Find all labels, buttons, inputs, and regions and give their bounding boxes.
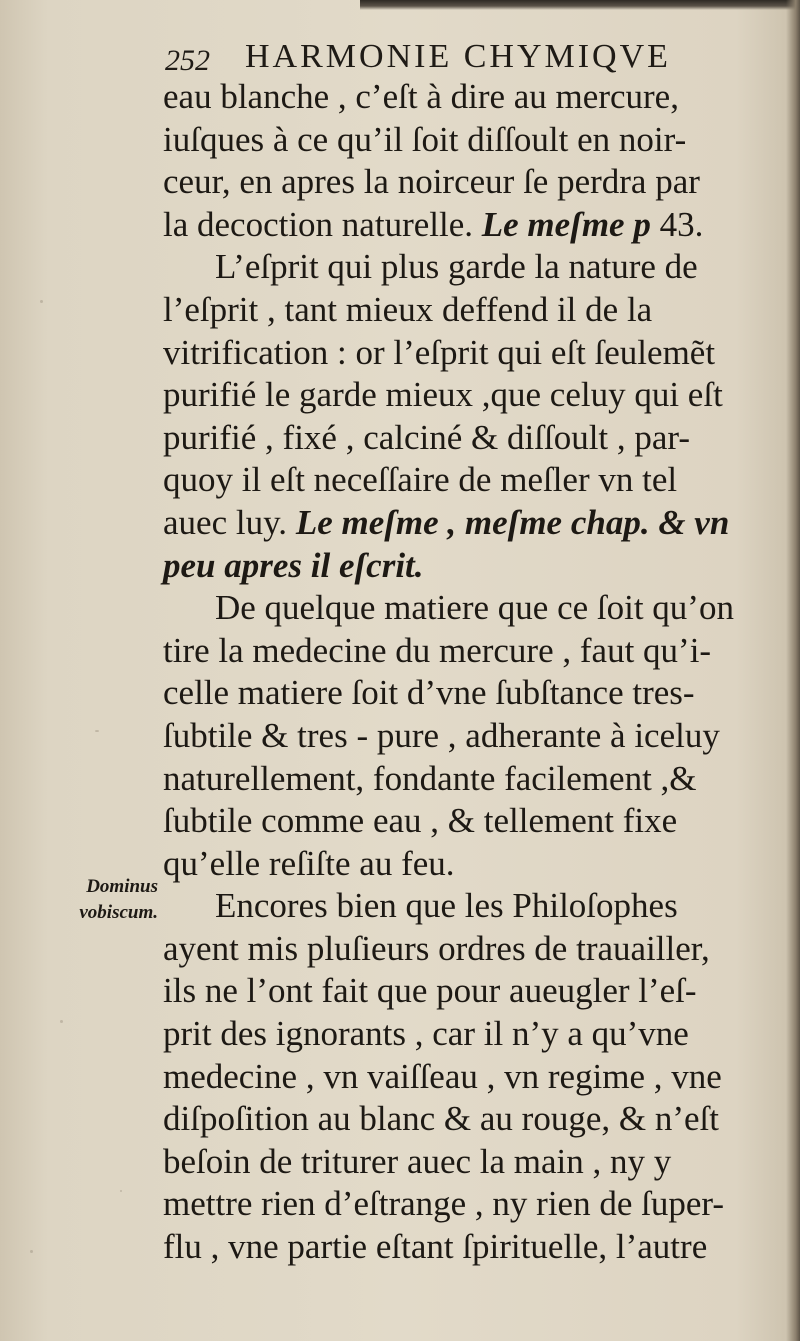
text-line-roman: diſpoſition au blanc & au rouge, & n’eſt <box>163 1099 719 1139</box>
text-line <box>163 332 773 375</box>
text-line-roman: mettre rien d’eſtrange , ny rien de ſuper- <box>163 1184 724 1224</box>
text-line-roman: De quelque matiere que ce ſoit qu’on <box>215 588 734 628</box>
text-line <box>163 885 773 928</box>
text-line-italic-reference: peu apres il eſcrit. <box>163 545 424 585</box>
text-line-roman: auec luy. <box>163 502 296 542</box>
text-line <box>163 246 773 289</box>
paper-speck <box>120 1190 122 1192</box>
text-line-roman: celle matiere ſoit d’vne ſubſtance tres- <box>163 673 695 713</box>
text-line <box>163 289 773 332</box>
paper-speck <box>60 1020 63 1023</box>
text-line <box>163 630 773 673</box>
text-line-roman: purifié le garde mieux ,que celuy qui eſt <box>163 375 723 415</box>
text-line <box>163 1183 773 1226</box>
text-line <box>163 758 773 801</box>
text-line <box>163 204 773 247</box>
text-line-roman: ayent mis pluſieurs ordres de trauailler, <box>163 928 710 968</box>
text-line <box>163 161 773 204</box>
text-line-roman: ſubtile comme eau , & tellement fixe <box>163 801 678 841</box>
running-title: HARMONIE CHYMIQVE <box>245 38 671 75</box>
text-line <box>163 459 773 502</box>
text-line-roman: vitrification : or l’eſprit qui eſt ſeulemẽt <box>163 332 716 372</box>
text-line <box>163 76 773 119</box>
text-line-roman: purifié , fixé , calciné & diſſoult , par- <box>163 417 691 457</box>
margin-note <box>8 874 158 926</box>
paper-speck <box>95 730 99 732</box>
text-line-roman: l’eſprit , tant mieux deffend il de la <box>163 289 653 329</box>
text-line <box>163 1141 773 1184</box>
text-line-roman: naturellement, fondante facilement ,& <box>163 758 697 798</box>
text-line-roman: tire la medecine du mercure , faut qu’i- <box>163 630 712 670</box>
text-line-roman: ſubtile & tres - pure , adherante à iceluy <box>163 715 720 755</box>
body-text <box>163 76 773 1269</box>
text-line-roman: beſoin de triturer auec la main , ny y <box>163 1141 672 1181</box>
text-line-roman: iuſques à ce qu’il ſoit diſſoult en noir- <box>163 119 687 159</box>
text-line-page-ref: 43. <box>650 204 704 244</box>
text-line-roman: prit des ignorants , car il n’y a qu’vne <box>163 1014 689 1054</box>
paper-speck <box>40 300 43 303</box>
text-line-roman: ils ne l’ont fait que pour aueugler l’eſ- <box>163 971 697 1011</box>
text-line-roman: ceur, en apres la noirceur ſe perdra par <box>163 162 700 202</box>
text-line-italic-reference: Le meſme p <box>481 204 651 244</box>
text-line <box>163 970 773 1013</box>
text-line <box>163 1056 773 1099</box>
text-line <box>163 1013 773 1056</box>
text-line-roman: flu , vne partie eſtant ſpirituelle, l’autre <box>163 1227 708 1267</box>
text-line <box>163 672 773 715</box>
text-line <box>163 843 773 886</box>
text-line-roman: medecine , vn vaiſſeau , vn regime , vne <box>163 1056 722 1096</box>
page-top-shadow <box>360 0 800 10</box>
text-line <box>163 587 773 630</box>
text-line-roman: la decoction naturelle. <box>163 204 482 244</box>
text-line-roman: Encores bien que les Philoſophes <box>215 886 678 926</box>
text-line <box>163 119 773 162</box>
text-line <box>163 800 773 843</box>
text-line-roman: eau blanche , c’eſt à dire au mercure, <box>163 77 679 116</box>
text-line-roman: quoy il eſt neceſſaire de meſler vn tel <box>163 460 678 500</box>
text-line-roman: qu’elle reſiſte au feu. <box>163 843 455 883</box>
paper-speck <box>30 1250 33 1253</box>
text-line-italic-reference: Le meſme , meſme chap. & vn <box>295 502 730 542</box>
text-line <box>163 545 773 588</box>
text-line <box>163 374 773 417</box>
page-number: 252 <box>165 44 210 77</box>
text-line <box>163 928 773 971</box>
text-line-roman: L’eſprit qui plus garde la nature de <box>215 247 698 287</box>
text-line <box>163 417 773 460</box>
text-line <box>163 1098 773 1141</box>
page-gutter-shadow <box>786 0 800 1341</box>
text-line <box>163 715 773 758</box>
text-line <box>163 502 773 545</box>
margin-note-line-2: vobiscum. <box>79 902 158 923</box>
text-line <box>163 1226 773 1269</box>
margin-note-line-1: Dominus <box>86 876 158 897</box>
